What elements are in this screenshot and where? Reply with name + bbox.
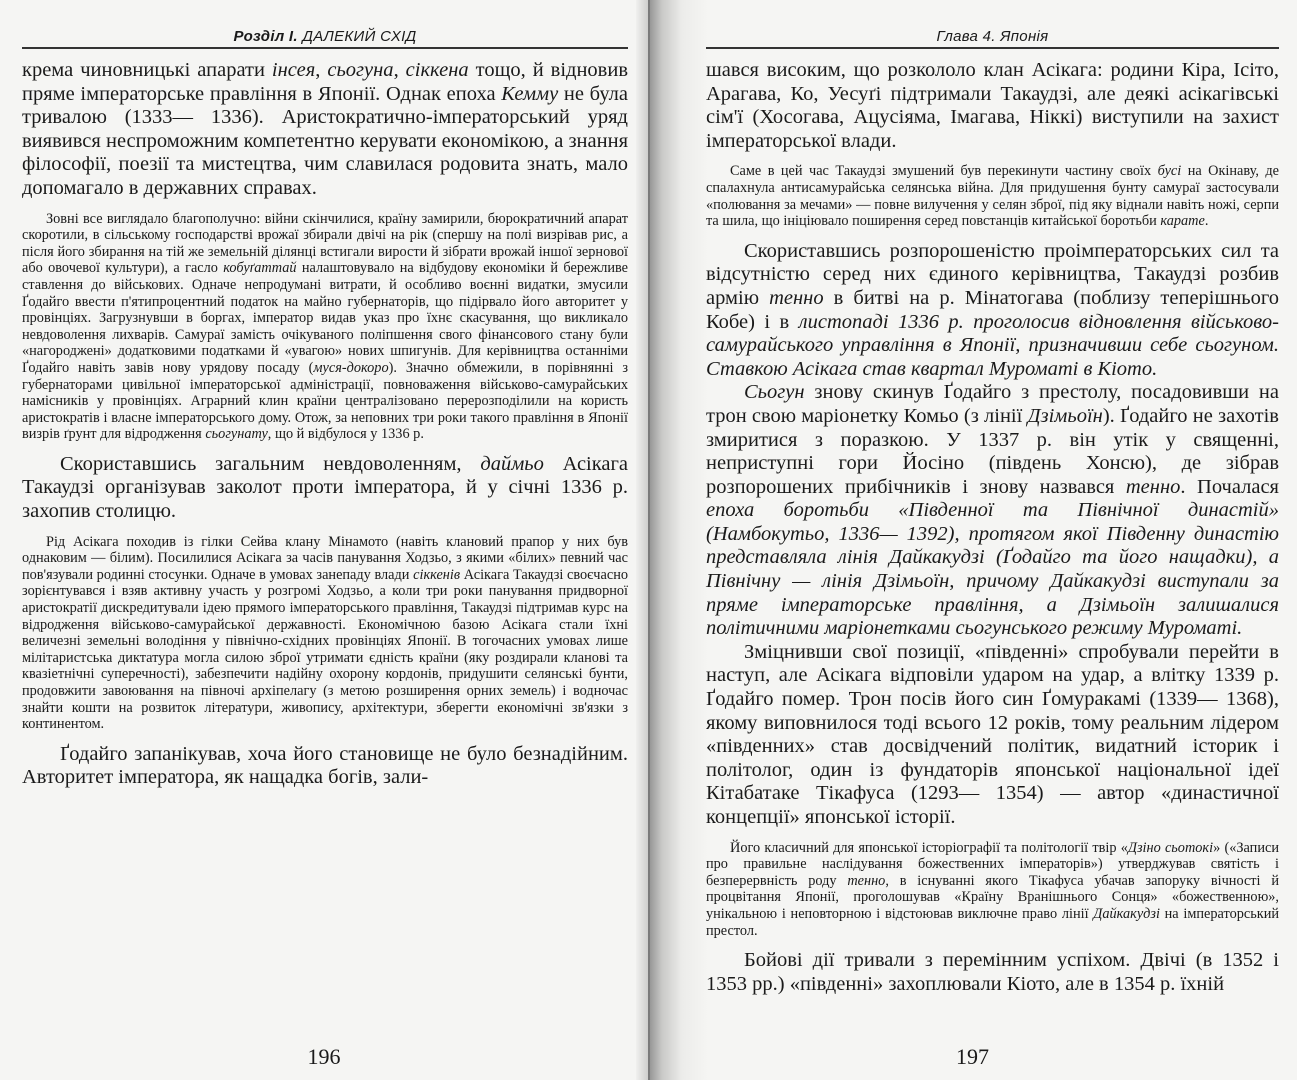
small-print-paragraph (706, 840, 1279, 940)
italic-term: інсея (271, 59, 316, 81)
running-head-prefix: Розділ І. (233, 28, 298, 45)
italic-term: кобуґаттай (223, 260, 297, 277)
small-print-paragraph (22, 534, 628, 733)
paragraph: Бойові дії тривали з перемінним успіхом. Двічі (в 1352 і 1353 рр.) «південні» захоплювали Кіото, але в 1354 р. їхній (706, 949, 1279, 995)
italic-term: Дзімьоїн (1027, 404, 1103, 427)
paragraph (22, 453, 628, 524)
italic-term: тенно (769, 286, 824, 309)
italic-term: сіккенів (413, 566, 461, 583)
running-head-left (22, 28, 628, 49)
paragraph (706, 381, 1279, 641)
text-run: в битві на р. Мінатогава (поблизу теперішнього Кобе) і в (706, 286, 1279, 333)
text-run: Рід Асікага походив із гілки Сейва клану Мінамото (навіть клановий прапор у них був однаковим — білим). Посилилися Асікага за часів панування Ходзьо, з якими «білих» певний час пов'язували родинні стосунки. Одначе в умовах занепаду влади (22, 533, 628, 583)
paragraph: Зміцнивши свої позиції, «південні» спробували перейти в наступ, але Асікага відповіли ударом на удар, а влітку 1339 р. Ґодайго помер. Трон посів його син Ґомуракамі (1339— 1368), якому виповнилося тоді всього 12 років, тому реальним лідером «південних» став досвідчений політик, видатний історик і політолог, один із фундаторів японської національної ідеї Кітабатаке Тікафуса (1293— 1354) — автор «династичної концепції» японської історії. (706, 640, 1279, 828)
text-run: Асікага Такаудзі організував заколот проти імператора, й у січні 1336 р. захопив столицю. (22, 452, 629, 523)
text-run: Його класичний для японської історіографії та політології твір « (730, 839, 1128, 856)
text-run: крема чиновницькі апарати (22, 59, 272, 81)
italic-term: муся-докоро (313, 359, 389, 376)
italic-term: сьогунату (205, 426, 268, 443)
text-run: на Окінаву, де спалахнула антисамурайська селянська війна. Для придушення бунту самураї застосували «полювання за мечами» — повне вилучення у селян зброї, під яку віднали навіть ножі, серпи та шила, що ініціювало поширення серед повстанців китайської боротьби (706, 163, 1279, 230)
text-run: на імператорський престол. (706, 905, 1279, 939)
italic-term: епоха боротьби «Південної та Північної династій» (Намбокутьо, 1336— 1392), протягом якої Південну династію представляла лінія Дайкакудзі (Ґодайго та його нащадки), а Північну — лінія Дзімьоїн, причому Дайкакудзі виступали за пряме імператорське правління, а Дзімьоїн залишалися політичними маріонетками сьогунського режиму Муроматі. (706, 499, 1279, 640)
text-run: Зовні все виглядало благополучно: війни скінчилися, країну замирили, бюрократичний апарат скоротили, в сільському господарстві врожаї збирали двічі на рік (спершу на полі визрівав рис, а після його збирання на тій же земельній ділянці встигали вирости й зібрати врожай іншої зернової або овочевої культури), а гасло (22, 210, 628, 277)
small-print-paragraph (22, 211, 628, 443)
paragraph: шався високим, що розкололо клан Асікага: родини Кіра, Ісіто, Арагава, Ко, Уесуґі підтримали Такаудзі, але деякі асікагівські сім'ї (Хосогава, Ацусіяма, Імагава, Ніккі) виступили на захист імператорської влади. (706, 59, 1279, 152)
paragraph: Ґодайго запанікував, хоча його становище не було безнадійним. Авторитет імператора, як нащадка богів, зали- (22, 742, 628, 789)
text-run: налаштовувало на відбудову економіки й бережливе ставлення до військових. Одначе непродумані витрати, й особливо воєнні видатки, змусили Ґодайго ввести п'ятипроцентний податок на майно губернаторів, що підірвало його авторитет у провінціях. Загрузнувши в боргах, імператор видав указ про їхнє скасування, що викликало невдоволення лихварів. Самураї замість очікуваного поліпшення свого фінансового стану були «нагороджені» додатковими податками й «увагою» нових шпигунів. Для керівництва останніми Ґодайго навіть завів нову урядову посаду ( (22, 260, 628, 376)
text-run: не була тривалою (1333— 1336). Аристократично-імператорський уряд виявився неспроможним компетентно керувати економікою, а знання філософії, поезії та мистецтва, чим славилася родовита знать, мало допомагало в державних справах. (22, 82, 628, 199)
page-number: 197 (956, 1044, 989, 1069)
text-run: Асікага Такаудзі своєчасно зорієнтувався і взяв активну участь у розгромі Ходзьо, а коли три роки панування придворної аристократії дискредитували ідею прямого імператорського правління, Такаудзі підтримав курс на відродження військово-самурайської державності. Економічною базою Асікага стали їхні величезні земельні володіння у північно-східних провінціях Японії. В тогочасних умовах лише мілітаристська диктатура могла силою зброї утримати єдність країни (яку роздирали клановi та квазіетнічні суперечності), забезпечити надійну охорону кордонів, придушити селянські бунти, продовжити завоювання на півночі архіпелагу (з метою розширення орних земель) і водночас знайти кошти на розвиток літератури, живопису, архітектури, зберегти економічні зв'язки з континентом. (22, 566, 628, 733)
italic-term: сіккена (405, 59, 469, 81)
text-run: тощо, й відновив пряме імператорське правління в Японії. Однак епоха (22, 59, 629, 105)
text-run: » («Записи про правильне наслідування божественних імператорів») утверджував святість і безперервність роду (706, 839, 1279, 889)
italic-term: Дзіно сьотокі (1127, 839, 1214, 856)
text-run: . (1204, 213, 1209, 230)
text-run: ). Значно обмежили, в порівнянні з губернаторами цивільної імператорської адміністрації, повноваження військово-самурайських намісників у провінціях. Аграрний клин країни централізовано перерозподілили на користь аристократів і власне імператорського дому. Отож, за неповних три роки такого правління в Японії визрів ґрунт для відродження (22, 359, 629, 443)
small-print-paragraph (706, 163, 1279, 229)
italic-term: листопаді 1336 р. проголосив відновлення військово-самурайського управління в Японії, призначивши себе сьогуном. Ставкою Асікага став квартал Муроматі в Кіото. (706, 310, 1279, 380)
text-run: Скориставшись розпорошеністю проімператорських сил та відсутністю серед них єдиного керівництва, Такаудзі розбив армію (706, 239, 1279, 309)
italic-term: Кемму (501, 82, 559, 105)
text-run: ). Ґодайго не захотів змиритися з поразкою. У 1337 р. він утік у священні, неприступні гори Йосіно (південь Хонсю), де зібрав розпорошених прибічників і знову назвався (706, 404, 1279, 498)
text-run: , (393, 59, 406, 81)
text-run: , в існуванні якого Тікафуса убачав запоруку вічності й процвітання Японії, проголошував «Країну Вранішнього Сонця» «божественною», унікальною і неповторною і відстоював виключне право лінії (706, 872, 1279, 922)
running-head-right: Глава 4. Японія (706, 28, 1279, 49)
left-page (0, 0, 648, 1080)
italic-term: тенно (847, 872, 886, 889)
right-page (648, 0, 1297, 1080)
italic-term: бусі (1157, 163, 1182, 180)
italic-term: Дайкакудзі (1093, 905, 1160, 922)
text-run: Саме в цей час Такаудзі змушений був перекинути частину своїх (730, 163, 1158, 180)
paragraph (22, 59, 628, 201)
italic-term: Сьогун (744, 381, 805, 404)
text-run: . Почалася (1180, 475, 1279, 498)
italic-term: сьогуна (327, 59, 394, 81)
italic-term: тенно (1125, 475, 1181, 498)
text-run: , (315, 59, 328, 81)
page-number: 196 (307, 1044, 341, 1069)
text-run: , що й відбулося у 1336 р. (267, 426, 424, 443)
italic-term: карате (1160, 213, 1205, 230)
book-gutter-shadow (636, 0, 650, 1080)
paragraph (706, 240, 1279, 382)
running-head-title: ДАЛЕКИЙ СХІД (302, 28, 417, 45)
text-run: Скориставшись загальним невдоволенням, (60, 452, 481, 475)
italic-term: даймьо (480, 452, 544, 475)
text-run: знову скинув Ґодайго з престолу, посадовивши на трон свою маріонетку Комьо (з лінії (706, 381, 1279, 427)
